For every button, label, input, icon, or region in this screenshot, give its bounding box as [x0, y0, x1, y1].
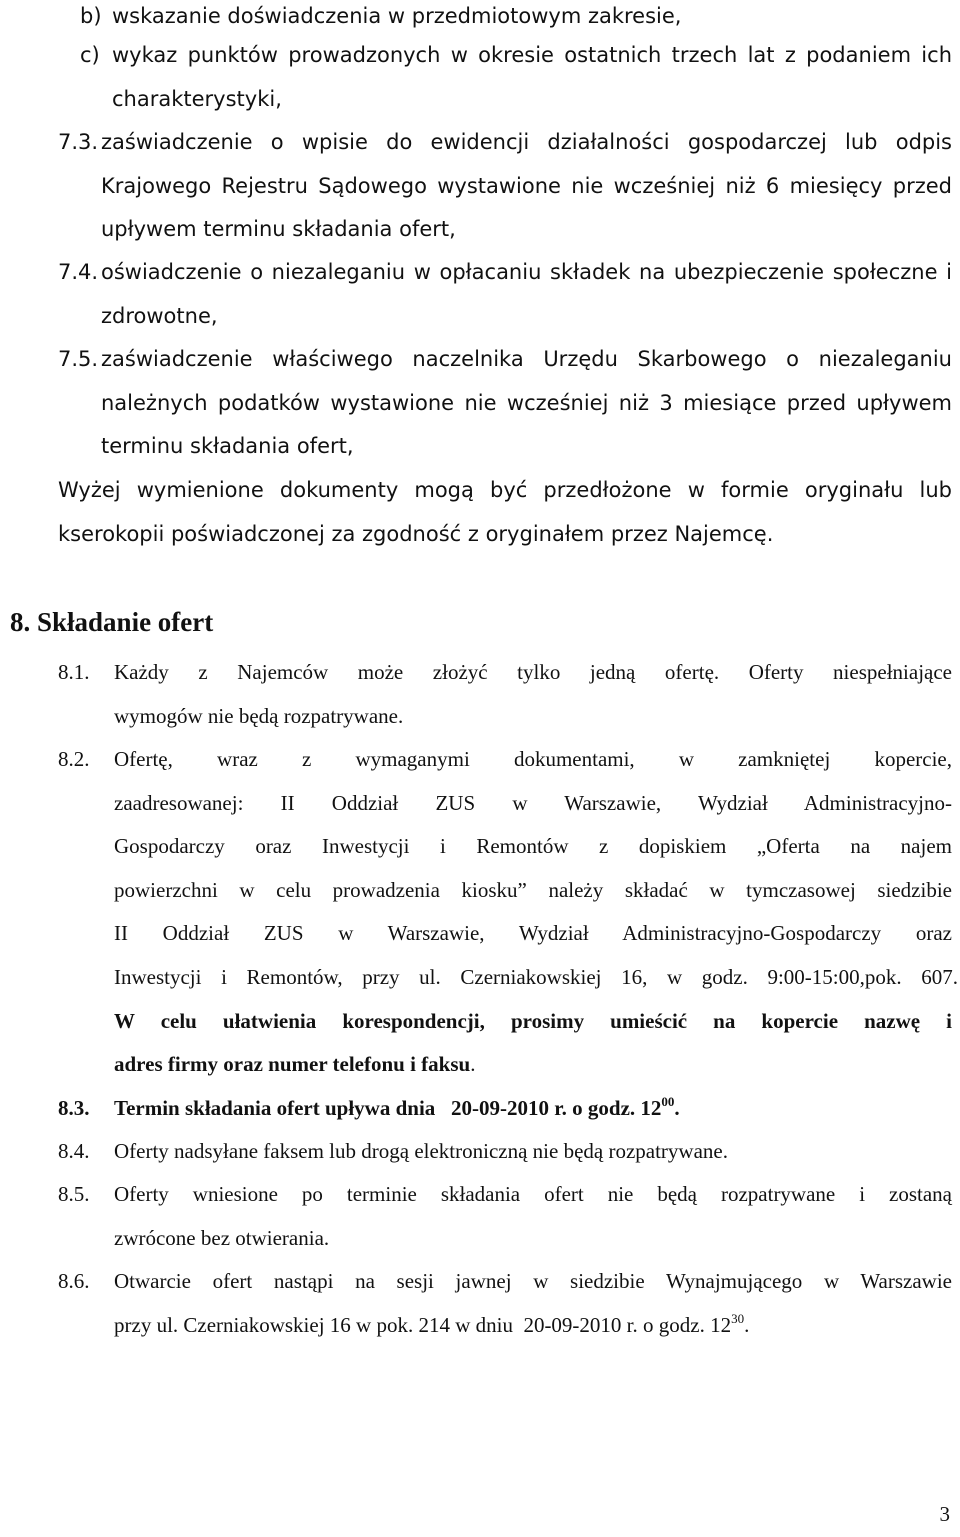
- paragraph-number-8-2: 8.2.: [58, 747, 90, 771]
- paragraph-8-1-line1: Każdy z Najemców może złożyć tylko jedną ofertę. Oferty niespełniające: [114, 660, 952, 684]
- item-7-4-line1: oświadczenie o niezaleganiu w opłacaniu składek na ubezpieczenie społeczne i: [101, 260, 952, 284]
- opening-period: .: [744, 1313, 750, 1337]
- item-7-4-line2: zdrowotne,: [101, 304, 218, 328]
- paragraph-8-2-line2: zaadresowanej: II Oddział ZUS w Warszawie, Wydział Administracyjno-: [114, 791, 952, 815]
- paragraph-8-6-line1: Otwarcie ofert nastąpi na sesji jawnej w siedzibie Wynajmującego w Warszawie: [114, 1269, 952, 1293]
- opening-minutes-superscript: 30: [731, 1311, 745, 1326]
- paragraph-number-8-5: 8.5.: [58, 1182, 90, 1206]
- paragraph-8-2-bold-line1: W celu ułatwienia korespondencji, prosimy umieścić na kopercie nazwę i: [114, 1009, 952, 1033]
- item-label-b: b): [80, 4, 102, 28]
- opening-text: przy ul. Czerniakowskiej 16 w pok. 214 w dniu 20-09-2010 r. o godz. 12: [114, 1313, 732, 1337]
- item-7-3-line3: upływem terminu składania ofert,: [101, 217, 456, 241]
- item-c-line1: wykaz punktów prowadzonych w okresie ostatnich trzech lat z podaniem ich: [112, 43, 952, 67]
- item-c-line2: charakterystyki,: [112, 87, 282, 111]
- paragraph-8-2-line5: II Oddział ZUS w Warszawie, Wydział Administracyjno-Gospodarczy oraz: [114, 921, 952, 945]
- paragraph-8-1-line2: wymogów nie będą rozpatrywane.: [114, 704, 404, 728]
- item-number-7-3: 7.3.: [58, 130, 99, 154]
- note-line2: kserokopii poświadczonej za zgodność z oryginałem przez Najemcę.: [58, 522, 774, 546]
- item-number-7-5: 7.5.: [58, 347, 99, 371]
- deadline-minutes-superscript: 00: [661, 1094, 675, 1109]
- deadline-text: Termin składania ofert upływa dnia 20-09-2010 r. o godz. 12: [114, 1096, 662, 1120]
- paragraph-8-3-line: [114, 1095, 680, 1121]
- section-heading: 8. Składanie ofert: [10, 607, 214, 637]
- paragraph-8-2-line1: Ofertę, wraz z wymaganymi dokumentami, w zamkniętej kopercie,: [114, 747, 952, 771]
- item-label-c: c): [80, 43, 100, 67]
- bold-notice-text: adres firmy oraz numer telefonu i faksu: [114, 1052, 471, 1076]
- paragraph-8-2-line3: Gospodarczy oraz Inwestycji i Remontów z dopiskiem „Oferta na najem: [114, 834, 952, 858]
- item-7-3-line2: Krajowego Rejestru Sądowego wystawione nie wcześniej niż 6 miesięcy przed: [101, 174, 952, 198]
- paragraph-number-8-1: 8.1.: [58, 660, 90, 684]
- item-7-5-line1: zaświadczenie właściwego naczelnika Urzędu Skarbowego o niezaleganiu: [101, 347, 952, 371]
- paragraph-number-8-6: 8.6.: [58, 1269, 90, 1293]
- item-7-5-line3: terminu składania ofert,: [101, 434, 354, 458]
- paragraph-8-4-line: Oferty nadsyłane faksem lub drogą elektroniczną nie będą rozpatrywane.: [114, 1139, 728, 1163]
- paragraph-8-6-line2: [114, 1312, 749, 1338]
- page-number: 3: [939, 1502, 950, 1526]
- item-7-5-line2: należnych podatków wystawione nie wcześniej niż 3 miesiące przed upływem: [101, 391, 952, 415]
- item-7-3-line1: zaświadczenie o wpisie do ewidencji działalności gospodarczej lub odpis: [101, 130, 952, 154]
- note-line1: Wyżej wymienione dokumenty mogą być przedłożone w formie oryginału lub: [58, 478, 952, 502]
- paragraph-8-2-line4: powierzchni w celu prowadzenia kiosku” należy składać w tymczasowej siedzibie: [114, 878, 952, 902]
- paragraph-8-5-line1: Oferty wniesione po terminie składania ofert nie będą rozpatrywane i zostaną: [114, 1182, 952, 1206]
- paragraph-8-2-line6: Inwestycji i Remontów, przy ul. Czerniakowskiej 16, w godz. 9:00-15:00,pok. 607.: [114, 965, 958, 989]
- bold-notice-period: .: [470, 1052, 476, 1076]
- paragraph-8-2-bold-line2: [114, 1051, 475, 1077]
- item-b-text: wskazanie doświadczenia w przedmiotowym zakresie,: [112, 4, 682, 28]
- paragraph-number-8-3: 8.3.: [58, 1096, 90, 1120]
- item-number-7-4: 7.4.: [58, 260, 99, 284]
- paragraph-8-5-line2: zwrócone bez otwierania.: [114, 1226, 330, 1250]
- paragraph-number-8-4: 8.4.: [58, 1139, 90, 1163]
- deadline-period: .: [674, 1096, 680, 1120]
